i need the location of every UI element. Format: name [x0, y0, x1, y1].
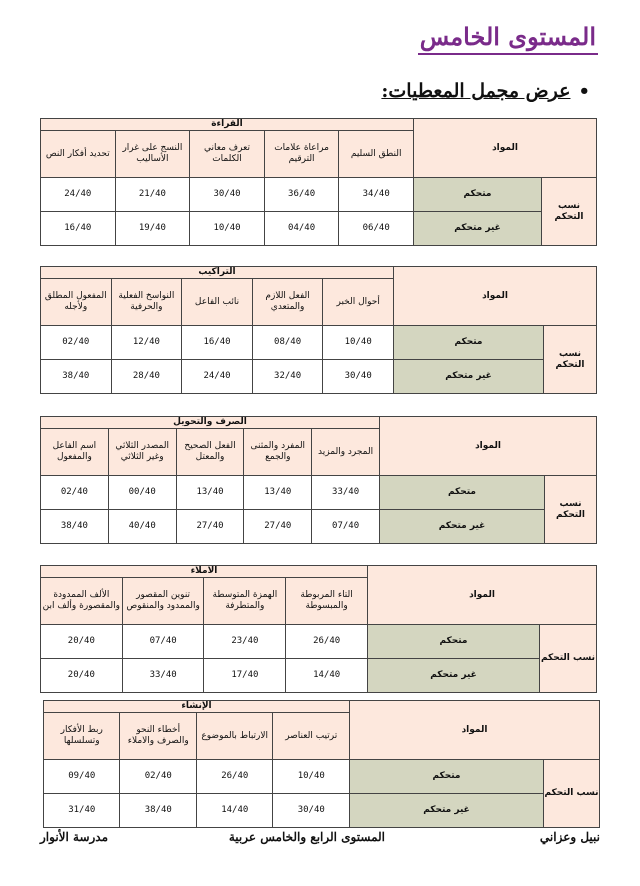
- subskill-header: أحوال الخبر: [323, 279, 394, 326]
- skill-table-block: [41, 118, 597, 246]
- score-cell: 27/40: [176, 510, 244, 544]
- table-row: [40, 476, 596, 510]
- subskill-header: الهمزة المتوسطة والمتطرفة: [204, 578, 286, 625]
- score-cell: 30/40: [190, 178, 265, 212]
- mastery-rate-label: نسب التحكم: [544, 760, 600, 828]
- mastered-label: متحكم: [413, 178, 541, 212]
- score-cell: 30/40: [273, 794, 350, 828]
- table-row: [40, 178, 596, 212]
- score-cell: 14/40: [286, 659, 368, 693]
- subskill-header: تحديد أفكار النص: [40, 131, 115, 178]
- score-cell: 14/40: [196, 794, 273, 828]
- score-cell: 34/40: [339, 178, 414, 212]
- mastered-label: متحكم: [367, 625, 539, 659]
- score-cell: 40/40: [108, 510, 176, 544]
- skill-header: الصرف والتحويل: [40, 417, 379, 429]
- bullet-icon: •: [578, 81, 590, 102]
- score-cell: 09/40: [43, 760, 120, 794]
- not-mastered-label: غير متحكم: [367, 659, 539, 693]
- subskill-header: النطق السليم: [339, 131, 414, 178]
- score-cell: 30/40: [323, 360, 394, 394]
- subskill-header: التاء المربوطة والمبسوطة: [286, 578, 368, 625]
- subskill-header: الفعل الصحيح والمعتل: [176, 429, 244, 476]
- skill-table: [40, 266, 597, 394]
- mastered-label: متحكم: [349, 760, 543, 794]
- mastered-label: متحكم: [379, 476, 544, 510]
- subskill-header: الألف الممدودة والمقصورة وألف ابن: [40, 578, 122, 625]
- score-cell: 13/40: [176, 476, 244, 510]
- subskill-header: نائب الفاعل: [182, 279, 253, 326]
- score-cell: 10/40: [190, 212, 265, 246]
- mastered-label: متحكم: [393, 326, 543, 360]
- score-cell: 20/40: [40, 625, 122, 659]
- table-row: [40, 625, 596, 659]
- score-cell: 08/40: [252, 326, 323, 360]
- not-mastered-label: غير متحكم: [393, 360, 543, 394]
- mastery-rate-label: نسب التحكم: [542, 178, 597, 246]
- subjects-header: المواد: [367, 566, 596, 625]
- subskill-header: ترتيب العناصر: [273, 713, 350, 760]
- score-cell: 02/40: [120, 760, 197, 794]
- section-heading-text: عرض مجمل المعطيات:: [381, 80, 571, 102]
- table-row: [40, 212, 596, 246]
- table-row: [40, 326, 596, 360]
- score-cell: 16/40: [182, 326, 253, 360]
- skill-table-block: [41, 565, 597, 693]
- skill-table: [40, 565, 597, 693]
- subjects-header: المواد: [413, 119, 596, 178]
- subskill-header: تنوين المقصور والممدود والمنقوص: [122, 578, 204, 625]
- skill-header: الاملاء: [40, 566, 367, 578]
- score-cell: 13/40: [244, 476, 312, 510]
- table-row: [43, 794, 599, 828]
- page-title: المستوى الخامس: [418, 22, 598, 55]
- subskill-header: النسج على غرار الأساليب: [115, 131, 190, 178]
- score-cell: 27/40: [244, 510, 312, 544]
- skill-table: [40, 118, 597, 246]
- score-cell: 06/40: [339, 212, 414, 246]
- skill-table-block: [44, 700, 600, 828]
- skill-table: [40, 416, 597, 544]
- subskill-header: النواسخ الفعلية والحرفية: [111, 279, 182, 326]
- mastery-rate-label: نسب التحكم: [544, 326, 597, 394]
- table-row: [43, 760, 599, 794]
- score-cell: 23/40: [204, 625, 286, 659]
- table-row: [40, 659, 596, 693]
- not-mastered-label: غير متحكم: [379, 510, 544, 544]
- section-heading: [381, 80, 590, 102]
- table-row: [40, 360, 596, 394]
- score-cell: 32/40: [252, 360, 323, 394]
- score-cell: 26/40: [286, 625, 368, 659]
- skill-table-block: [41, 266, 597, 394]
- score-cell: 10/40: [273, 760, 350, 794]
- score-cell: 02/40: [40, 476, 108, 510]
- score-cell: 24/40: [40, 178, 115, 212]
- footer-author: نبيل وعزاني: [539, 830, 600, 844]
- skill-header: التراكيب: [40, 267, 393, 279]
- skill-table-block: [41, 416, 597, 544]
- score-cell: 38/40: [40, 360, 111, 394]
- score-cell: 24/40: [182, 360, 253, 394]
- not-mastered-label: غير متحكم: [413, 212, 541, 246]
- score-cell: 16/40: [40, 212, 115, 246]
- score-cell: 12/40: [111, 326, 182, 360]
- score-cell: 36/40: [264, 178, 339, 212]
- score-cell: 07/40: [122, 625, 204, 659]
- score-cell: 38/40: [40, 510, 108, 544]
- subskill-header: أخطاء النحو والصرف والاملاء: [120, 713, 197, 760]
- score-cell: 20/40: [40, 659, 122, 693]
- score-cell: 19/40: [115, 212, 190, 246]
- score-cell: 38/40: [120, 794, 197, 828]
- score-cell: 10/40: [323, 326, 394, 360]
- score-cell: 00/40: [108, 476, 176, 510]
- subskill-header: المصدر الثلاثي وغير الثلاثي: [108, 429, 176, 476]
- skill-header: القراءة: [40, 119, 413, 131]
- subskill-header: الفعل اللازم والمتعدي: [252, 279, 323, 326]
- not-mastered-label: غير متحكم: [349, 794, 543, 828]
- footer-level: المستوى الرابع والخامس عربية: [228, 830, 385, 844]
- score-cell: 07/40: [312, 510, 380, 544]
- subjects-header: المواد: [393, 267, 596, 326]
- subjects-header: المواد: [379, 417, 596, 476]
- mastery-rate-label: نسب التحكم: [540, 625, 597, 693]
- score-cell: 04/40: [264, 212, 339, 246]
- table-row: [40, 510, 596, 544]
- skill-header: الإنشاء: [43, 701, 349, 713]
- score-cell: 26/40: [196, 760, 273, 794]
- score-cell: 02/40: [40, 326, 111, 360]
- score-cell: 21/40: [115, 178, 190, 212]
- subskill-header: الارتباط بالموضوع: [196, 713, 273, 760]
- score-cell: 33/40: [122, 659, 204, 693]
- subskill-header: مراعاة علامات الترقيم: [264, 131, 339, 178]
- score-cell: 28/40: [111, 360, 182, 394]
- mastery-rate-label: نسب التحكم: [545, 476, 597, 544]
- subskill-header: ربط الأفكار وتسلسلها: [43, 713, 120, 760]
- score-cell: 31/40: [43, 794, 120, 828]
- subjects-header: المواد: [349, 701, 599, 760]
- score-cell: 33/40: [312, 476, 380, 510]
- subskill-header: تعرف معاني الكلمات: [190, 131, 265, 178]
- footer-school: مدرسة الأنوار: [40, 830, 109, 844]
- subskill-header: اسم الفاعل والمفعول: [40, 429, 108, 476]
- subskill-header: المجرد والمزيد: [312, 429, 380, 476]
- skill-table: [43, 700, 600, 828]
- subskill-header: المفرد والمثنى والجمع: [244, 429, 312, 476]
- score-cell: 17/40: [204, 659, 286, 693]
- subskill-header: المفعول المطلق ولأجله: [40, 279, 111, 326]
